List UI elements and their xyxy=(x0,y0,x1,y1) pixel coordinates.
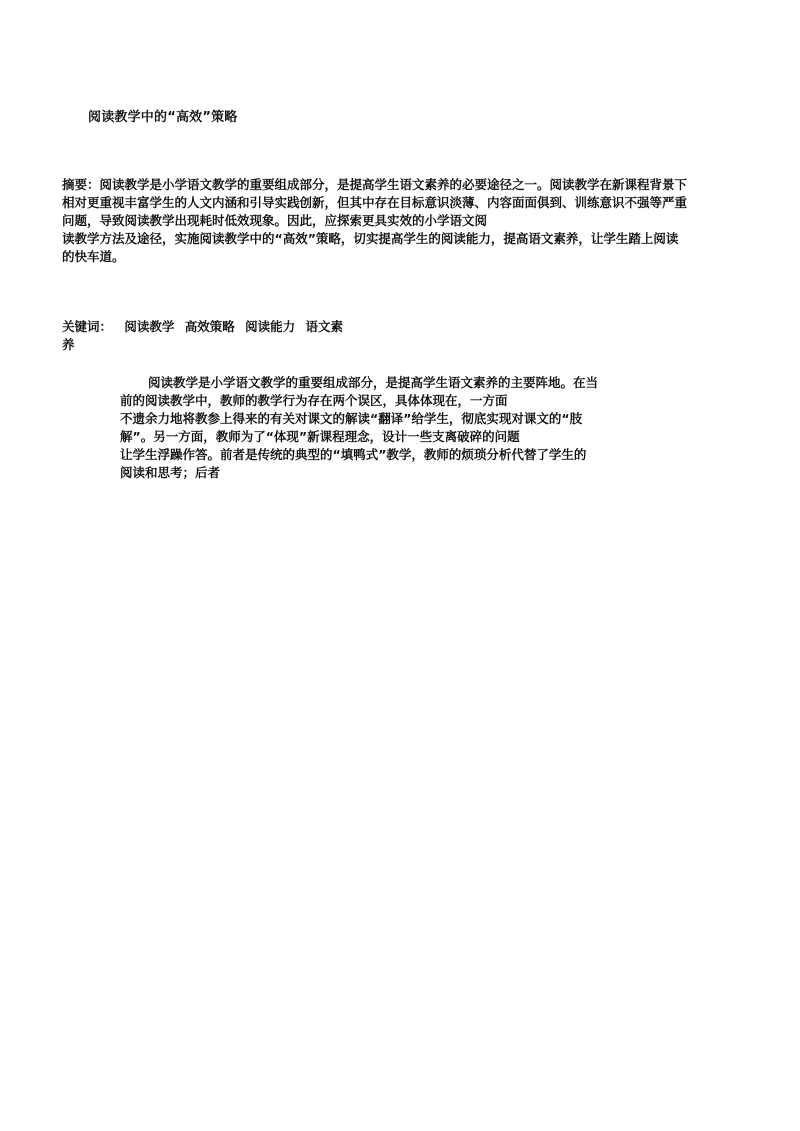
keyword-item: 高效策略 xyxy=(184,319,235,334)
keywords-line xyxy=(62,318,362,336)
body-line: 前的阅读教学中，教师的教学行为存在两个误区，具体体现在，一方面 xyxy=(120,393,508,408)
keywords-section xyxy=(62,318,362,354)
body-line: 解”。另一方面，教师为了“体现”新课程理念，设计一些支离破碎的问题 xyxy=(120,429,520,444)
document-title: 阅读教学中的“高效”策略 xyxy=(88,110,238,125)
body-line: 不遗余力地将教参上得来的有关对课文的解读“翻译”给学生，彻底实现对课文的“肢 xyxy=(120,411,583,426)
abstract-line: 相对更重视丰富学生的人文内涵和引导实践创新，但其中存在目标意识淡薄、内容面面俱到、训练意识不强等严重 xyxy=(62,195,688,210)
body-paragraph xyxy=(120,374,640,482)
keyword-item: 阅读能力 xyxy=(245,319,296,334)
keyword-item: 阅读教学 xyxy=(124,319,175,334)
body-line: 让学生浮躁作答。前者是传统的典型的“填鸭式”教学，教师的烦琐分析代替了学生的 xyxy=(120,447,587,462)
abstract-line: 的快车道。 xyxy=(62,249,125,264)
keywords-label: 关键词： xyxy=(62,319,113,334)
body-line: 阅读教学是小学语文教学的重要组成部分，是提高学生语文素养的主要阵地。在当 xyxy=(148,375,599,390)
abstract-line: 问题，导致阅读教学出现耗时低效现象。因此，应探索更具实效的小学语文阅 xyxy=(62,213,488,228)
keyword-item: 语文素 xyxy=(305,319,344,334)
keywords-continuation: 养 xyxy=(62,337,75,352)
abstract-paragraph xyxy=(62,176,742,266)
abstract-line: 摘要：阅读教学是小学语文教学的重要组成部分，是提高学生语文素养的必要途径之一。阅读教学在新课程背景下 xyxy=(62,177,688,192)
body-line: 阅读和思考；后者 xyxy=(120,465,221,480)
abstract-line: 读教学方法及途径，实施阅读教学中的“高效”策略，切实提高学生的阅读能力，提高语文素养，让学生踏上阅读 xyxy=(62,231,679,246)
